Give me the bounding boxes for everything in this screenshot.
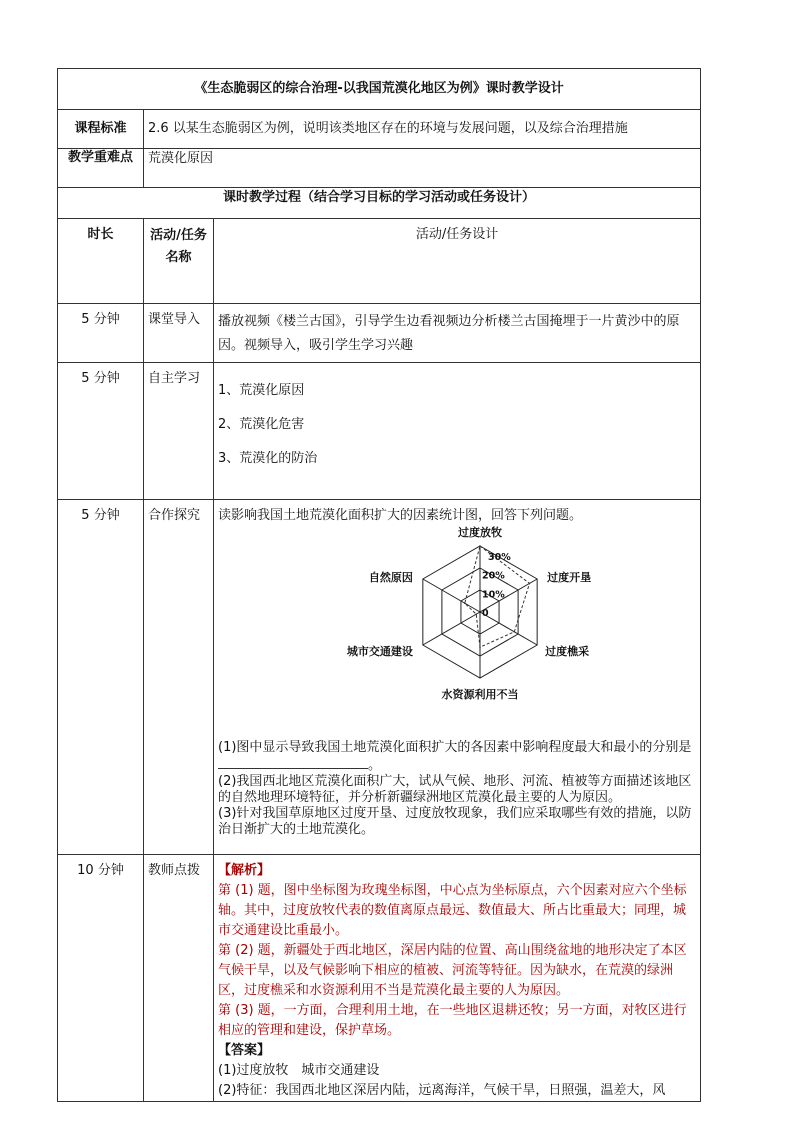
list-item: 3、荒漠化的防治 (218, 451, 318, 466)
self-list (214, 363, 701, 500)
document-title: 《生态脆弱区的综合治理-以我国荒漠化地区为例》课时教学设计 (58, 69, 701, 110)
radar-tick-label: 0 (482, 608, 489, 619)
process-title-row (58, 188, 701, 219)
teach-name: 教师点拨 (144, 855, 214, 1102)
question-1-end: 。 (368, 758, 382, 773)
coop-content (214, 500, 701, 855)
radar-axis-label: 自然原因 (368, 571, 413, 584)
radar-tick-labels (482, 552, 511, 619)
key-points-row (58, 149, 701, 188)
intro-content: 播放视频《楼兰古国》，引导学生边看视频边分析楼兰古国掩埋于一片黄沙中的原因。视频导入，吸引学生学习兴趣 (214, 304, 701, 363)
radar-point (464, 602, 466, 604)
question-2: (2)我国西北地区荒漠化面积广大，试从气候、地形、河流、植被等方面描述该地区的自然地理环境特征，并分析新疆绿洲地区荒漠化最主要的人为原因。 (218, 774, 692, 805)
key-points-label: 教学重难点 (58, 149, 144, 188)
answer-label: 【答案】 (218, 1043, 271, 1058)
question-3: (3)针对我国草原地区过度开垦、过度放牧现象，我们应采取哪些有效的措施，以防治日渐扩大的土地荒漠化。 (218, 806, 692, 837)
list-item: 1、荒漠化原因 (218, 383, 305, 398)
radar-axis-label: 过度开垦 (547, 571, 592, 584)
answer-1: (1)过度放牧 城市交通建设 (218, 1063, 380, 1078)
coop-name: 合作探究 (144, 500, 214, 855)
curriculum-label: 课程标准 (58, 110, 144, 149)
self-name: 自主学习 (144, 363, 214, 500)
lesson-plan-table (57, 68, 701, 1102)
question-1-text: (1)图中显示导致我国土地荒漠化面积扩大的各因素中影响程度最大和最小的分别是 (218, 740, 692, 755)
coop-lead: 读影响我国土地荒漠化面积扩大的因素统计图，回答下列问题。 (218, 508, 583, 523)
header-time: 时长 (58, 219, 144, 304)
radar-axis-label: 过度樵采 (545, 645, 590, 658)
header-design: 活动/任务设计 (214, 219, 701, 304)
process-title: 课时教学过程（结合学习目标的学习活动或任务设计） (58, 188, 701, 219)
table-row (58, 855, 701, 1102)
table-row (58, 363, 701, 500)
radar-point (529, 583, 531, 585)
curriculum-value: 2.6 以某生态脆弱区为例，说明该类地区存在的环境与发展问题，以及综合治理措施 (144, 110, 701, 149)
analysis-p3: 第 (3) 题，一方面，合理利用土地，在一些地区退耕还牧；另一方面，对牧区进行相应的管理和建设，保护草场。 (218, 1003, 687, 1038)
radar-point (479, 646, 481, 648)
table-row (58, 500, 701, 855)
header-activity: 活动/任务名称 (144, 219, 214, 304)
intro-time: 5 分钟 (58, 304, 144, 363)
teach-time: 10 分钟 (58, 855, 144, 1102)
column-header-row (58, 219, 701, 304)
title-row (58, 69, 701, 110)
analysis-p2: 第 (2) 题，新疆处于西北地区，深居内陆的位置、高山围绕盆地的地形决定了本区气候干旱，以及气候影响下相应的植被、河流等特征。因为缺水，在荒漠的绿洲区，过度樵采和水资源利用不当是荒漠化最主要的人为原因。 (218, 943, 687, 998)
radar-tick-label: 20% (482, 570, 505, 582)
intro-name: 课堂导入 (144, 304, 214, 363)
self-time: 5 分钟 (58, 363, 144, 500)
coop-time: 5 分钟 (58, 500, 144, 855)
radar-axis-label: 城市交通建设 (346, 645, 413, 658)
radar-chart (318, 526, 638, 716)
analysis-label: 【解析】 (218, 863, 271, 878)
radar-tick-label: 30% (488, 551, 511, 563)
table-row (58, 304, 701, 363)
radar-axis-label: 过度放牧 (458, 526, 502, 539)
teach-content (214, 855, 701, 1102)
radar-tick-label: 10% (482, 589, 505, 601)
radar-point (475, 613, 477, 615)
key-points-value: 荒漠化原因 (144, 149, 701, 188)
question-1 (218, 740, 696, 774)
list-item: 2、荒漠化危害 (218, 417, 305, 432)
curriculum-row (58, 110, 701, 149)
analysis-p1: 第 (1) 题，图中坐标图为玫瑰坐标图，中心点为坐标原点，六个因素对应六个坐标轴。其中，过度放牧代表的数值离原点最远、数值最大、所占比重最大；同理，城市交通建设比重最小。 (218, 883, 687, 938)
radar-point (513, 631, 515, 633)
radar-point (479, 545, 481, 547)
answer-2: (2)特征：我国西北地区深居内陆，远离海洋，气候干旱，日照强，温差大，风 (218, 1083, 666, 1098)
answer-blank[interactable] (218, 756, 368, 769)
radar-axis-label: 水资源利用不当 (441, 688, 519, 701)
